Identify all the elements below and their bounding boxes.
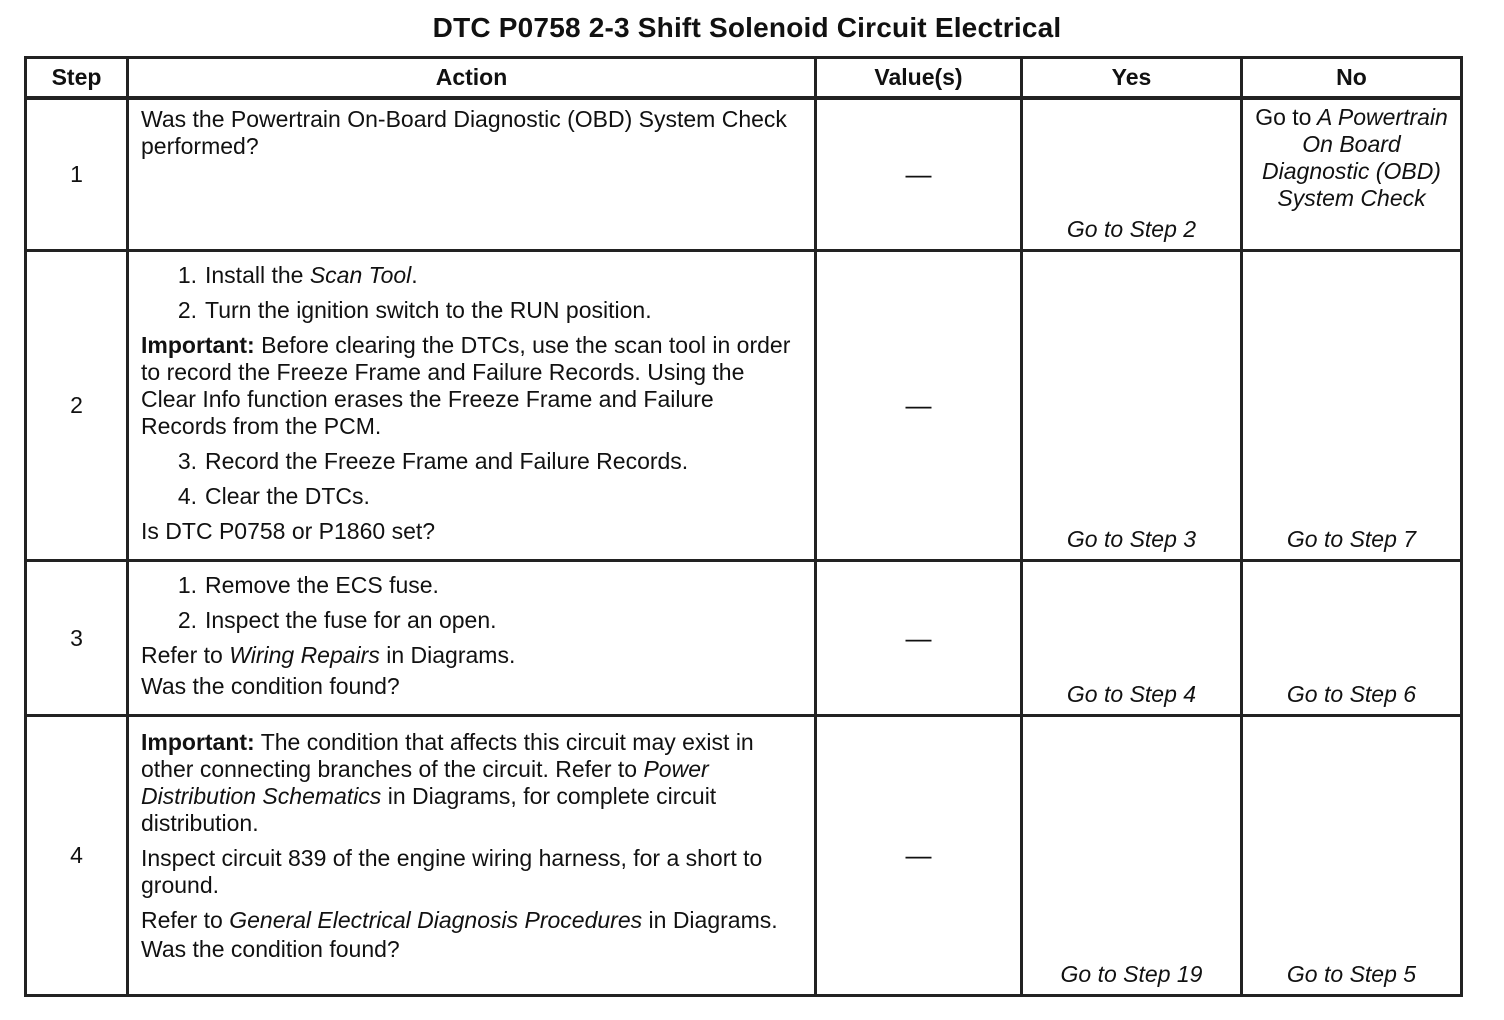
no-result-link[interactable]: A Powertrain On Board Diagnostic (OBD) System Check	[1262, 103, 1448, 211]
step-number: 3	[26, 561, 128, 716]
list-text: Turn the ignition switch to the RUN position.	[205, 297, 652, 323]
list-item	[141, 572, 802, 599]
list-text: Inspect the fuse for an open.	[205, 607, 497, 633]
list-text: Clear the DTCs.	[205, 483, 370, 509]
action-cell	[128, 98, 816, 251]
reference-link[interactable]: Power Distribution Schematics	[141, 756, 709, 809]
column-header-yes: Yes	[1022, 58, 1242, 98]
table-row	[26, 251, 1462, 561]
list-number: 4.	[177, 483, 197, 509]
value-cell: —	[816, 716, 1022, 996]
important-note: Important: The condition that affects this circuit may exist in other connecting branches of the circuit. Refer to Power Distribution Schematics in Diagrams, for complete circuit distribution.	[141, 729, 754, 836]
action-question: Is DTC P0758 or P1860 set?	[141, 518, 436, 544]
column-header-values: Value(s)	[816, 58, 1022, 98]
yes-result[interactable]: Go to Step 4	[1022, 561, 1242, 716]
column-header-action: Action	[128, 58, 816, 98]
list-text: Remove the ECS fuse.	[205, 572, 439, 598]
no-result-prefix: Go to	[1255, 103, 1312, 130]
no-result[interactable]	[1242, 98, 1462, 251]
action-cell	[128, 716, 816, 996]
list-item	[141, 607, 802, 634]
reference-link[interactable]: General Electrical Diagnosis Procedures	[229, 907, 643, 933]
list-number: 3.	[177, 448, 197, 474]
step-number: 4	[26, 716, 128, 996]
action-question: Was the condition found?	[141, 673, 400, 699]
list-number: 2.	[177, 607, 197, 633]
list-item	[141, 297, 802, 324]
list-text: Install the Scan Tool.	[205, 262, 418, 288]
value-cell: —	[816, 98, 1022, 251]
no-result[interactable]: Go to Step 6	[1242, 561, 1462, 716]
action-question: Was the condition found?	[141, 936, 400, 962]
list-item	[141, 483, 802, 510]
important-label: Important:	[141, 332, 255, 358]
no-result[interactable]: Go to Step 7	[1242, 251, 1462, 561]
reference-link[interactable]: Wiring Repairs	[229, 642, 380, 668]
list-number: 1.	[177, 262, 197, 288]
reference-note: Refer to General Electrical Diagnosis Procedures in Diagrams.	[141, 907, 778, 933]
column-header-step: Step	[26, 58, 128, 98]
list-text: Record the Freeze Frame and Failure Records.	[205, 448, 689, 474]
list-number: 2.	[177, 297, 197, 323]
table-row	[26, 561, 1462, 716]
action-cell	[128, 251, 816, 561]
table-header-row	[26, 58, 1462, 98]
important-note	[141, 332, 802, 440]
no-result[interactable]: Go to Step 5	[1242, 716, 1462, 996]
action-cell	[128, 561, 816, 716]
table-row	[26, 716, 1462, 996]
document-title: DTC P0758 2-3 Shift Solenoid Circuit Electrical	[432, 12, 1062, 43]
yes-result[interactable]: Go to Step 2	[1022, 98, 1242, 251]
reference-note: Refer to Wiring Repairs in Diagrams.	[141, 642, 516, 668]
value-cell: —	[816, 561, 1022, 716]
yes-result[interactable]: Go to Step 19	[1022, 716, 1242, 996]
step-number: 2	[26, 251, 128, 561]
list-number: 1.	[177, 572, 197, 598]
value-cell: —	[816, 251, 1022, 561]
list-item	[141, 448, 802, 475]
important-label: Important:	[141, 729, 255, 755]
list-item	[141, 262, 802, 289]
diagnostic-table	[24, 56, 1463, 997]
step-number: 1	[26, 98, 128, 251]
table-row	[26, 98, 1462, 251]
action-question: Was the Powertrain On-Board Diagnostic (OBD) System Check performed?	[141, 105, 787, 159]
column-header-no: No	[1242, 58, 1462, 98]
yes-result[interactable]: Go to Step 3	[1022, 251, 1242, 561]
inspect-instruction: Inspect circuit 839 of the engine wiring harness, for a short to ground.	[141, 845, 763, 898]
important-text: Before clearing the DTCs, use the scan tool in order to record the Freeze Frame and Failure Records. Using the Clear Info function erases the Freeze Frame and Failure Records from the PCM.	[141, 332, 791, 439]
